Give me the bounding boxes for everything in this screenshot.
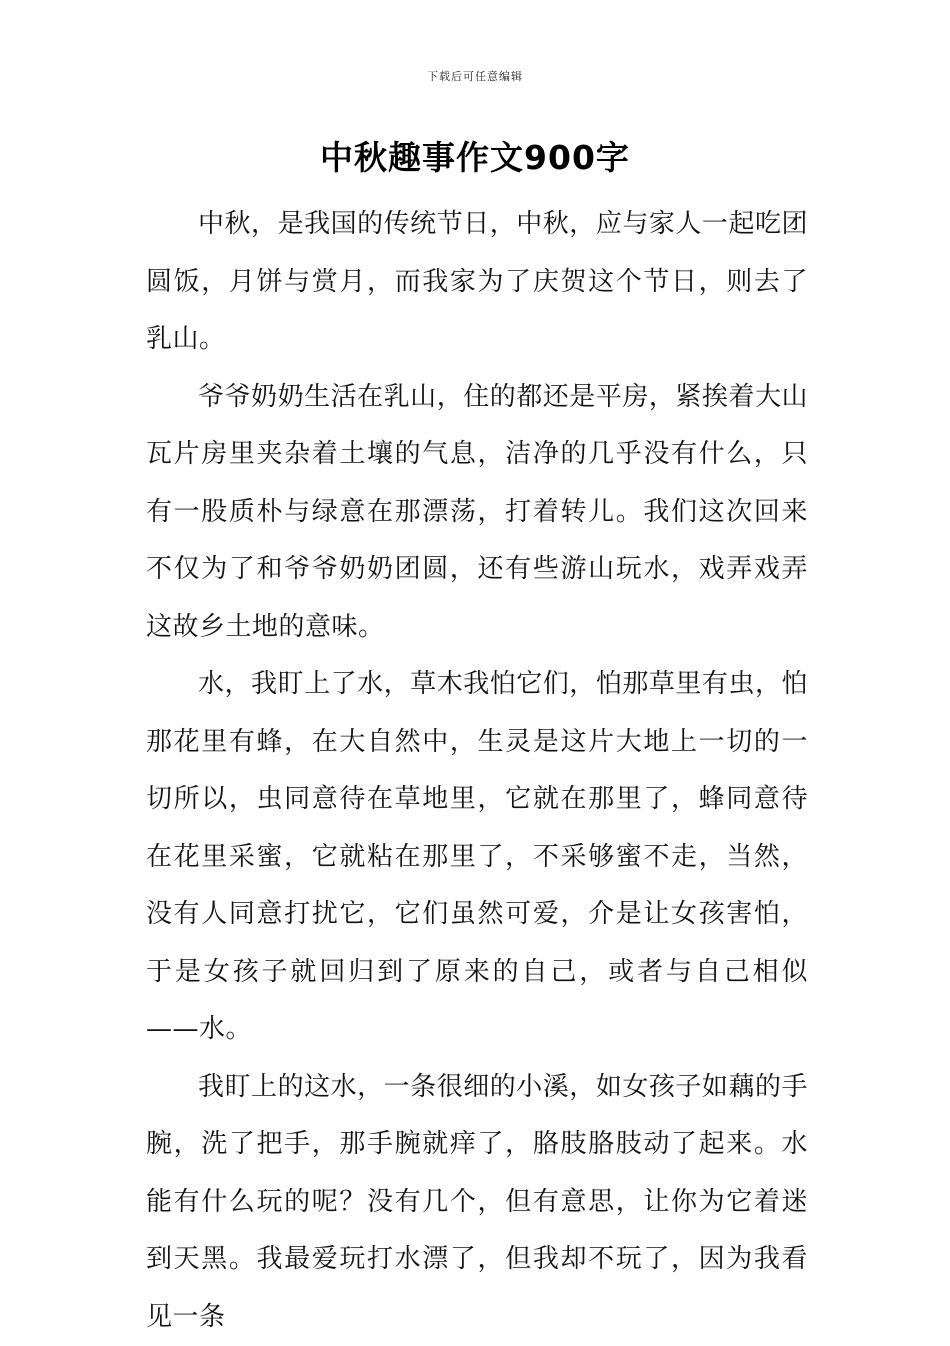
paragraph-4: 我盯上的这水，一条很细的小溪，如女孩子如藕的手腕，洗了把手，那手腕就痒了，胳肢胳肢动了起来。水能有什么玩的呢？没有几个，但有意思，让你为它着迷到天黑。我最爱玩打水漂了，但我却不玩了，因为我看见一条 [146,1059,808,1346]
paragraph-1: 中秋，是我国的传统节日，中秋，应与家人一起吃团圆饭，月饼与赏月，而我家为了庆贺这个节日，则去了乳山。 [146,196,808,369]
paragraph-2: 爷爷奶奶生活在乳山，住的都还是平房，紧挨着大山瓦片房里夹杂着土壤的气息，洁净的几乎没有什么，只有一股质朴与绿意在那漂荡，打着转儿。我们这次回来不仅为了和爷爷奶奶团圆，还有些游山玩水，戏弄戏弄这故乡土地的意味。 [146,369,808,657]
document-body [146,196,808,1346]
paragraph-3: 水，我盯上了水，草木我怕它们，怕那草里有虫，怕那花里有蜂，在大自然中，生灵是这片大地上一切的一切所以，虫同意待在草地里，它就在那里了，蜂同意待在花里采蜜，它就粘在那里了，不采够蜜不走，当然，没有人同意打扰它，它们虽然可爱，介是让女孩害怕，于是女孩子就回归到了原来的自己，或者与自己相似——水。 [146,656,808,1059]
header-note: 下载后可任意编辑 [0,68,950,84]
document-title: 中秋趣事作文900字 [0,132,950,179]
